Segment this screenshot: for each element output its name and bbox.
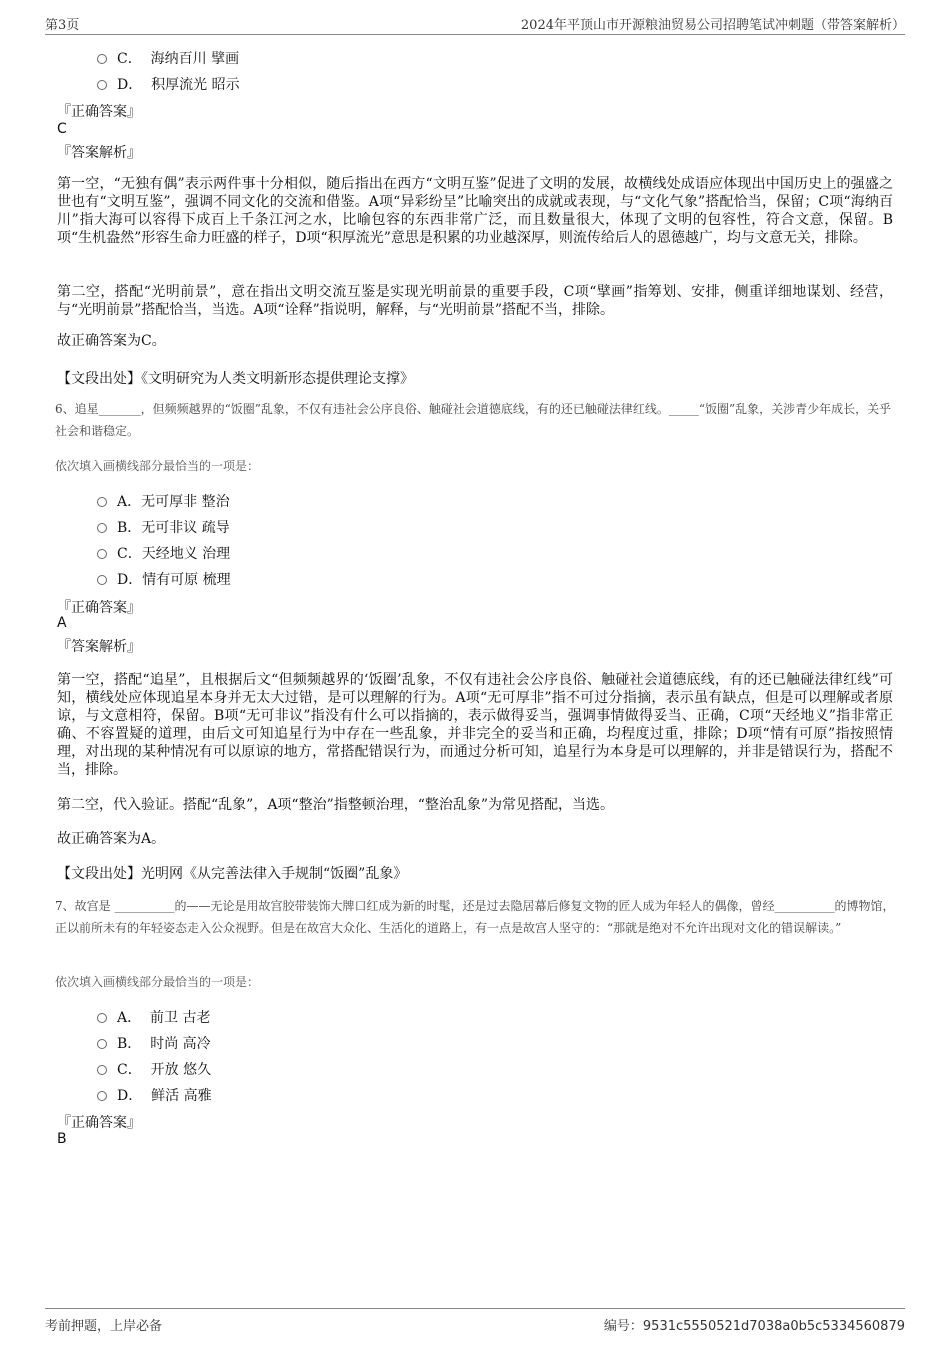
radio-icon[interactable] <box>97 549 107 559</box>
analysis-label: 『答案解析』 <box>57 145 141 161</box>
page-number: 第3页 <box>45 18 80 33</box>
radio-icon[interactable] <box>97 1013 107 1023</box>
radio-icon[interactable] <box>97 80 107 90</box>
source-citation: 【文段出处】《文明研究为人类文明新形态提供理论支撑》 <box>57 371 414 387</box>
q7-option-a[interactable]: A． 前卫 古老 <box>97 1007 210 1027</box>
answer-value: C <box>57 121 67 137</box>
source-citation: 【文段出处】光明网《从完善法律入手规制“饭圈”乱象》 <box>57 866 408 882</box>
q7-option-c[interactable]: C． 开放 悠久 <box>97 1059 211 1079</box>
q6-option-b[interactable]: B．无可非议 疏导 <box>97 517 230 537</box>
answer-label: 『正确答案』 <box>57 600 141 616</box>
analysis-paragraph: 第二空，搭配“光明前景”，意在指出文明交流互鉴是实现光明前景的重要手段，C项“擘画”指筹划、安排，侧重详细地谋划、经营，与“光明前景”搭配恰当，当选。A项“诠释”指说明，解释，与“光明前景”搭配不当，排除。 <box>57 284 893 318</box>
answer-value: A <box>57 615 67 631</box>
radio-icon[interactable] <box>97 497 107 507</box>
document-code: 编号：9531c5550521d7038a0b5c5334560879 <box>603 1319 905 1334</box>
conclusion: 故正确答案为C。 <box>57 333 166 349</box>
radio-icon[interactable] <box>97 1039 107 1049</box>
conclusion: 故正确答案为A。 <box>57 831 166 847</box>
radio-icon[interactable] <box>97 575 107 585</box>
page-footer <box>45 1308 905 1333</box>
question-stem: 7、故宫是 __________的——无论是用故宫胶带装饰大牌口红成为新的时髦，还是过去隐居幕后修复文物的匠人成为年轻人的偶像，曾经__________的博物馆，正以前所未有的年轻姿态走入公众视野。但是在故宫大众化、生活化的道路上，有一点是故宫人坚守的：“那就是绝对不允许出现对文化的错误解读。” <box>55 899 895 935</box>
q7-option-d[interactable]: D． 鲜活 高雅 <box>97 1085 212 1105</box>
question-prompt: 依次填入画横线部分最恰当的一项是： <box>55 459 260 473</box>
q6-option-a[interactable]: A．无可厚非 整治 <box>97 491 230 511</box>
page-header <box>45 14 905 35</box>
radio-icon[interactable] <box>97 1065 107 1075</box>
answer-value: B <box>57 1131 67 1147</box>
answer-label: 『正确答案』 <box>57 104 141 120</box>
q6-option-c[interactable]: C．天经地义 治理 <box>97 543 230 563</box>
q6-option-d[interactable]: D．情有可原 梳理 <box>97 569 231 589</box>
analysis-paragraph: 第一空，“无独有偶”表示两件事十分相似，随后指出在西方“文明互鉴”促进了文明的发展，故横线处成语应体现出中国历史上的强盛之世也有“文明互鉴”，强调不同文化的交流和借鉴。A项“异彩纷呈”比喻突出的成就或表现，与“文化气象”搭配恰当，保留；C项“海纳百川”指大海可以容得下成百上千条江河之水，比喻包容的东西非常广泛，而且数量很大，体现了文明的包容性，符合文意，保留。B项“生机盎然”形容生命力旺盛的样子，D项“积厚流光”意思是积累的功业越深厚，则流传给后人的恩德越广，均与文意无关，排除。 <box>57 176 893 246</box>
radio-icon[interactable] <box>97 1091 107 1101</box>
analysis-paragraph: 第一空，搭配“追星”，且根据后文“但频频越界的‘饭圈’乱象，不仅有违社会公序良俗、触碰社会道德底线，有的还已触碰法律红线”可知，横线处应体现追星本身并无太大过错，是可以理解的行为。A项“无可厚非”指不可过分指摘，表示虽有缺点，但是可以理解或者原谅，与文意相符，保留。B项“无可非议”指没有什么可以指摘的，表示做得妥当，强调事情做得妥当、正确，C项“天经地义”指非常正确、不容置疑的道理，由后文可知追星行为中存在一些乱象，并非完全的妥当和正确，均程度过重，排除；D项“情有可原”指按照情理，对出现的某种情况有可以原谅的地方，常搭配错误行为，而通过分析可知，追星行为本身是可以理解的，并非是错误行为，搭配不当，排除。 <box>57 672 893 778</box>
question-prompt: 依次填入画横线部分最恰当的一项是： <box>55 975 260 989</box>
radio-icon[interactable] <box>97 523 107 533</box>
document-title: 2024年平顶山市开源粮油贸易公司招聘笔试冲刺题（带答案解析） <box>520 18 905 33</box>
q7-option-b[interactable]: B． 时尚 高冷 <box>97 1033 211 1053</box>
footer-slogan: 考前押题，上岸必备 <box>45 1319 163 1334</box>
analysis-label: 『答案解析』 <box>57 639 141 655</box>
q5-option-d[interactable]: D． 积厚流光 昭示 <box>97 74 240 94</box>
analysis-paragraph: 第二空，代入验证。搭配“乱象”，A项“整治”指整顿治理，“整治乱象”为常见搭配，当选。 <box>57 797 615 813</box>
answer-label: 『正确答案』 <box>57 1115 141 1131</box>
radio-icon[interactable] <box>97 54 107 64</box>
question-stem: 6、追星_______，但频频越界的“饭圈”乱象，不仅有违社会公序良俗、触碰社会道德底线，有的还已触碰法律红线。_____“饭圈”乱象，关涉青少年成长，关乎社会和谐稳定。 <box>55 402 892 438</box>
q5-option-c[interactable]: C． 海纳百川 擘画 <box>97 48 239 68</box>
